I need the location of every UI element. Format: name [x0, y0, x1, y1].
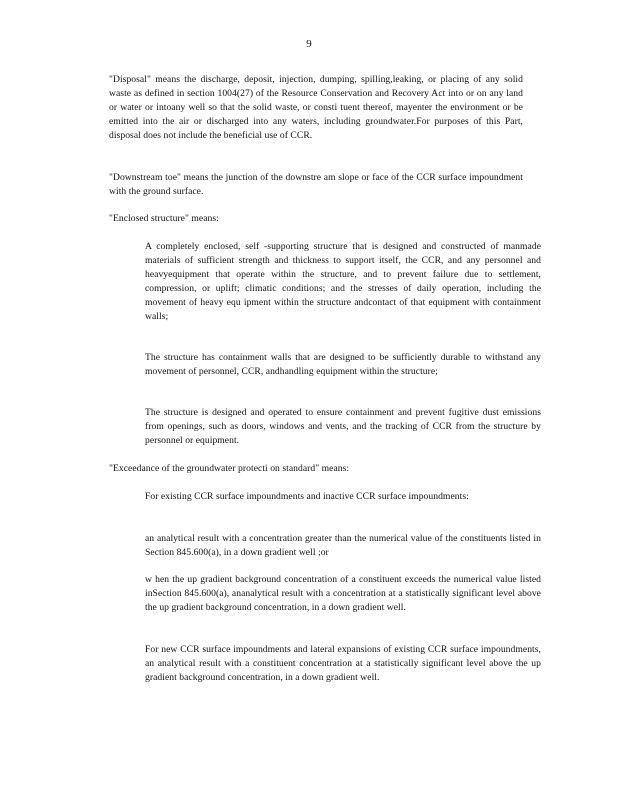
definition-enclosed-structure: "Enclosed structure" means:	[109, 213, 219, 224]
exceedance-item-new: For new CCR surface impoundments and lateral expansions of existing CCR surface impoundments, an analytical result with a constituent concentration at a statistically significant level above the up gradient background concentration, in a down gradient well.	[145, 644, 541, 683]
exceedance-item-existing-1: an analytical result with a concentration greater than the numerical value of the constituents listed in Section 845.600(a), in a down gradient well ;or	[145, 533, 541, 558]
definition-disposal: "Disposal" means the discharge, deposit, injection, dumping, spilling,leaking, or placing of any solid waste as defined in section 1004(27) of the Resource Conservation and Recovery Act into or on any land or water or intoany well so that the solid waste, or consti tuent thereof, mayenter the environment or be emitted into the air or discharged into any waters, including groundwater.For purposes of this Part, disposal does not include the beneficial use of CCR.	[109, 74, 523, 141]
page-number: 9	[306, 38, 312, 50]
enclosed-structure-item-a: A completely enclosed, self -supporting structure that is designed and constructed of manmade materials of sufficient strength and thickness to support itself, the CCR, and any personnel and heavyequipment that operate within the structure, and to prevent failure due to settlement, compression, or uplift; climatic conditions; and the stresses of daily operation, including the movement of heavy equ ipment within the structure andcontact of that equipment with containment walls;	[145, 241, 541, 322]
definition-exceedance: "Exceedance of the groundwater protecti on standard" means:	[109, 463, 350, 474]
enclosed-structure-item-c: The structure is designed and operated to ensure containment and prevent fugitive dust emissions from openings, such as doors, windows and vents, and the tracking of CCR from the structure by personnel or equipment.	[145, 407, 541, 446]
definition-downstream-toe: "Downstream toe" means the junction of the downstre am slope or face of the CCR surface impoundment with the ground surface.	[109, 172, 523, 197]
enclosed-structure-item-b: The structure has containment walls that are designed to be sufficiently durable to withstand any movement of personnel, CCR, andhandling equipment within the structure;	[145, 352, 541, 377]
exceedance-item-existing-2: w hen the up gradient background concentration of a constituent exceeds the numerical value listed inSection 845.600(a), ananalytical result with a concentration at a statistically significant level above the up gradient background concentration, in a down gradient well.	[145, 574, 541, 613]
exceedance-item-existing: For existing CCR surface impoundments and inactive CCR surface impoundments:	[145, 491, 469, 502]
